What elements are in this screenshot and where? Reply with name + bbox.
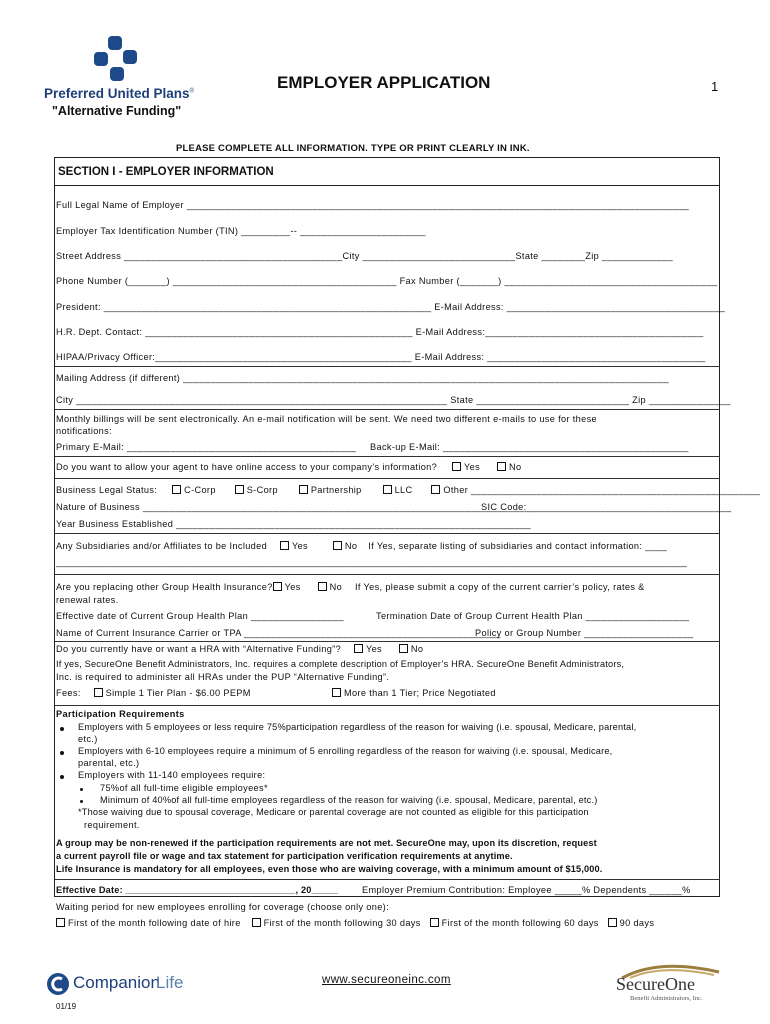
waiting-period-options bbox=[56, 918, 654, 928]
divider bbox=[54, 705, 720, 706]
divider bbox=[54, 409, 720, 410]
logo-reg: ® bbox=[189, 88, 194, 95]
agent-access-question: Do you want to allow your agent to have online access to your company’s information? bbox=[56, 462, 438, 472]
effective-date-current-plan-field[interactable]: Effective date of Current Group Health Plan _________________ bbox=[56, 611, 344, 621]
fee-simple-checkbox[interactable] bbox=[94, 688, 103, 697]
billing-note-2: notifications: bbox=[56, 426, 112, 436]
policy-number-field[interactable]: Policy or Group Number ____________________ bbox=[475, 628, 694, 638]
secureone-logo bbox=[614, 960, 726, 1008]
yes-label: Yes bbox=[464, 462, 481, 472]
hipaa-officer-field[interactable]: HIPAA/Privacy Officer:_______________________________________________ E-Mail Address: ________________________________________ bbox=[56, 352, 706, 362]
instruction-text: PLEASE COMPLETE ALL INFORMATION. TYPE OR PRINT CLEARLY IN INK. bbox=[176, 143, 530, 154]
participation-sub-1: 75%of all full-time eligible employees* bbox=[100, 783, 268, 793]
yes-label: Yes bbox=[284, 582, 301, 592]
city-state-zip-field[interactable]: City ____________________________________________________________________ State ____________________________ Zip _______________ bbox=[56, 395, 731, 405]
waiting-30-label: First of the month following 30 days bbox=[263, 918, 421, 928]
effective-date-field[interactable]: Effective Date: ________________________________, 20_____ bbox=[56, 885, 339, 895]
life-insurance-note: Life Insurance is mandatory for all employees, even those who are waiving coverage, with a minimum amount of $15,000. bbox=[56, 864, 603, 874]
waiting-hire-checkbox[interactable] bbox=[56, 918, 65, 927]
companion-life-logo bbox=[46, 970, 186, 998]
logo-name: Preferred United Plans bbox=[44, 86, 190, 101]
current-carrier-field[interactable]: Name of Current Insurance Carrier or TPA _______________________________________________ bbox=[56, 628, 501, 638]
participation-note-2: requirement. bbox=[84, 820, 140, 830]
termination-date-field[interactable]: Termination Date of Group Current Health Plan ___________________ bbox=[376, 611, 690, 621]
hra-row bbox=[56, 644, 423, 654]
divider bbox=[54, 478, 720, 479]
billing-note: Monthly billings will be sent electronically. An e-mail notification will be sent. We need two different e-mails to use for these bbox=[56, 414, 598, 424]
waiting-90-label: 90 days bbox=[619, 918, 655, 928]
companion-text: Companion bbox=[73, 973, 160, 992]
ccorp-label: C-Corp bbox=[184, 485, 216, 495]
waiting-30-checkbox[interactable] bbox=[252, 918, 261, 927]
replacing-insurance-row bbox=[56, 582, 645, 592]
business-status-row bbox=[56, 485, 761, 495]
page-number: 1 bbox=[711, 79, 719, 94]
subsidiaries-line-2[interactable]: ______________________________________________________________________________________________________________________________________ bbox=[56, 557, 687, 567]
participation-item-1: Employers with 5 employees or less require 75%participation regardless of the reason for waiving (i.e. spousal, Medicare, parental, bbox=[78, 722, 637, 732]
backup-email-field[interactable]: Back-up E-Mail: _____________________________________________ bbox=[370, 442, 689, 452]
hra-note-2: Inc. is required to administer all HRAs under the PUP “Alternative Funding”. bbox=[56, 672, 390, 682]
partnership-label: Partnership bbox=[310, 485, 362, 495]
president-field[interactable]: President: ____________________________________________________________ E-Mail Address: ________________________________________ bbox=[56, 302, 726, 312]
llc-label: LLC bbox=[394, 485, 413, 495]
companion-swirl-icon bbox=[46, 972, 70, 996]
other-field[interactable]: Other _____________________________________________________ bbox=[443, 485, 761, 495]
mailing-address-field[interactable]: Mailing Address (if different) _________________________________________________________________________________________ bbox=[56, 373, 670, 383]
divider bbox=[54, 533, 720, 534]
no-label: No bbox=[410, 644, 424, 654]
sub-bullet bbox=[80, 800, 83, 803]
participation-item-2: Employers with 6-10 employees require a minimum of 5 enrolling regardless of the reason for waiving (i.e. spousal, Medicare, bbox=[78, 746, 613, 756]
scorp-checkbox[interactable] bbox=[235, 485, 244, 494]
other-checkbox[interactable] bbox=[431, 485, 440, 494]
yes-label: Yes bbox=[291, 541, 309, 551]
bullet bbox=[60, 727, 64, 731]
divider bbox=[54, 456, 720, 457]
replacing-note-2: renewal rates. bbox=[56, 595, 119, 605]
fees-row bbox=[56, 688, 251, 698]
yes-label: Yes bbox=[365, 644, 382, 654]
nature-of-business-field[interactable]: Nature of Business _______________________________________________________________________ bbox=[56, 502, 531, 512]
secureone-text: SecureOne bbox=[616, 974, 695, 994]
sub-bullet bbox=[80, 788, 83, 791]
fee-simple-label: Simple 1 Tier Plan - $6.00 PEPM bbox=[105, 688, 251, 698]
agent-access-yes-checkbox[interactable] bbox=[452, 462, 461, 471]
section-title: SECTION I - EMPLOYER INFORMATION bbox=[58, 166, 274, 178]
secureone-subtext: Benefit Administrators, Inc. bbox=[630, 995, 703, 1002]
no-label: No bbox=[329, 582, 343, 592]
logo-tagline: "Alternative Funding" bbox=[52, 104, 182, 118]
form-version: 01/19 bbox=[56, 1002, 77, 1011]
preferred-united-plans-logo bbox=[44, 34, 214, 124]
nonrenew-warning-1: A group may be non-renewed if the participation requirements are not met. SecureOne may, upon its discretion, request bbox=[56, 838, 597, 848]
subsidiaries-no-checkbox[interactable] bbox=[333, 541, 342, 550]
subsidiaries-row bbox=[56, 541, 667, 551]
replacing-note: If Yes, please submit a copy of the current carrier’s policy, rates & bbox=[354, 582, 645, 592]
website-link[interactable]: www.secureoneinc.com bbox=[322, 974, 451, 986]
waiting-period-label: Waiting period for new employees enrolling for coverage (choose only one): bbox=[56, 902, 389, 912]
bullet bbox=[60, 751, 64, 755]
divider bbox=[54, 366, 720, 367]
replacing-question: Are you replacing other Group Health Insurance? bbox=[56, 582, 273, 592]
waiting-60-label: First of the month following 60 days bbox=[441, 918, 599, 928]
nonrenew-warning-2: a current payroll file or wage and tax statement for participation verification requirements at anytime. bbox=[56, 851, 513, 861]
partnership-checkbox[interactable] bbox=[299, 485, 308, 494]
agent-access-row bbox=[56, 462, 521, 472]
hra-question: Do you currently have or want a HRA with “Alternative Funding”? bbox=[56, 644, 342, 654]
replacing-no-checkbox[interactable] bbox=[318, 582, 327, 591]
waiting-hire-label: First of the month following date of hire bbox=[68, 918, 241, 928]
divider bbox=[54, 641, 720, 642]
hra-yes-checkbox[interactable] bbox=[354, 644, 363, 653]
fee-negotiated-checkbox[interactable] bbox=[332, 688, 341, 697]
ccorp-checkbox[interactable] bbox=[172, 485, 181, 494]
hr-contact-field[interactable]: H.R. Dept. Contact: _________________________________________________ E-Mail Address:________________________________________ bbox=[56, 327, 704, 337]
participation-item-1b: etc.) bbox=[78, 734, 98, 744]
sic-code-field[interactable]: SIC Code: _____________________________________ bbox=[481, 502, 732, 512]
bullet bbox=[60, 775, 64, 779]
replacing-yes-checkbox[interactable] bbox=[273, 582, 282, 591]
participation-sub-2: Minimum of 40%of all full-time employees regardless of the reason for waiving (i.e. spousal, Medicare, parental, etc.) bbox=[100, 795, 598, 805]
business-status-label: Business Legal Status: bbox=[56, 485, 158, 495]
no-label: No bbox=[508, 462, 522, 472]
divider bbox=[54, 879, 720, 880]
street-address-field[interactable]: Street Address ________________________________________City ____________________________State ________Zip _____________ bbox=[56, 251, 673, 261]
agent-access-no-checkbox[interactable] bbox=[497, 462, 506, 471]
divider bbox=[54, 574, 720, 575]
participation-item-2b: parental, etc.) bbox=[78, 758, 140, 768]
hra-no-checkbox[interactable] bbox=[399, 644, 408, 653]
scorp-label: S-Corp bbox=[246, 485, 278, 495]
premium-contribution-field[interactable]: Employer Premium Contribution: Employee _____% Dependents ______% bbox=[362, 885, 691, 895]
page-title: EMPLOYER APPLICATION bbox=[277, 73, 491, 92]
participation-title: Participation Requirements bbox=[56, 709, 185, 719]
phone-fax-field[interactable]: Phone Number (_______) _________________________________________ Fax Number (_______) _______________________________________ bbox=[56, 276, 718, 286]
subsidiaries-note: If Yes, separate listing of subsidiaries and contact information: ____ bbox=[368, 541, 668, 551]
llc-checkbox[interactable] bbox=[383, 485, 392, 494]
fees-row-2 bbox=[332, 688, 496, 698]
no-label: No bbox=[344, 541, 358, 551]
primary-email-field[interactable]: Primary E-Mail: __________________________________________ bbox=[56, 442, 357, 452]
subsidiaries-question: Any Subsidiaries and/or Affiliates to be Included bbox=[56, 541, 268, 551]
tin-field[interactable]: Employer Tax Identification Number (TIN) _________-- _______________________ bbox=[56, 226, 426, 236]
life-text: Life bbox=[156, 973, 184, 992]
fee-negotiated-label: More than 1 Tier; Price Negotiated bbox=[344, 688, 496, 698]
waiting-90-checkbox[interactable] bbox=[608, 918, 617, 927]
hra-note-1: If yes, SecureOne Benefit Administrators, Inc. requires a complete description of Employer’s HRA. SecureOne Benefit Administrators, bbox=[56, 659, 625, 669]
participation-note-1: *Those waiving due to spousal coverage, Medicare or parental coverage are not counted as eligible for this participation bbox=[78, 807, 589, 817]
logo-cross-icon bbox=[90, 34, 144, 84]
waiting-60-checkbox[interactable] bbox=[430, 918, 439, 927]
subsidiaries-yes-checkbox[interactable] bbox=[280, 541, 289, 550]
fees-label: Fees: bbox=[56, 688, 81, 698]
year-established-field[interactable]: Year Business Established _________________________________________________________________ bbox=[56, 519, 531, 529]
participation-item-3: Employers with 11-140 employees require: bbox=[78, 770, 266, 780]
legal-name-field[interactable]: Full Legal Name of Employer ____________________________________________________________________________________________ bbox=[56, 200, 690, 210]
